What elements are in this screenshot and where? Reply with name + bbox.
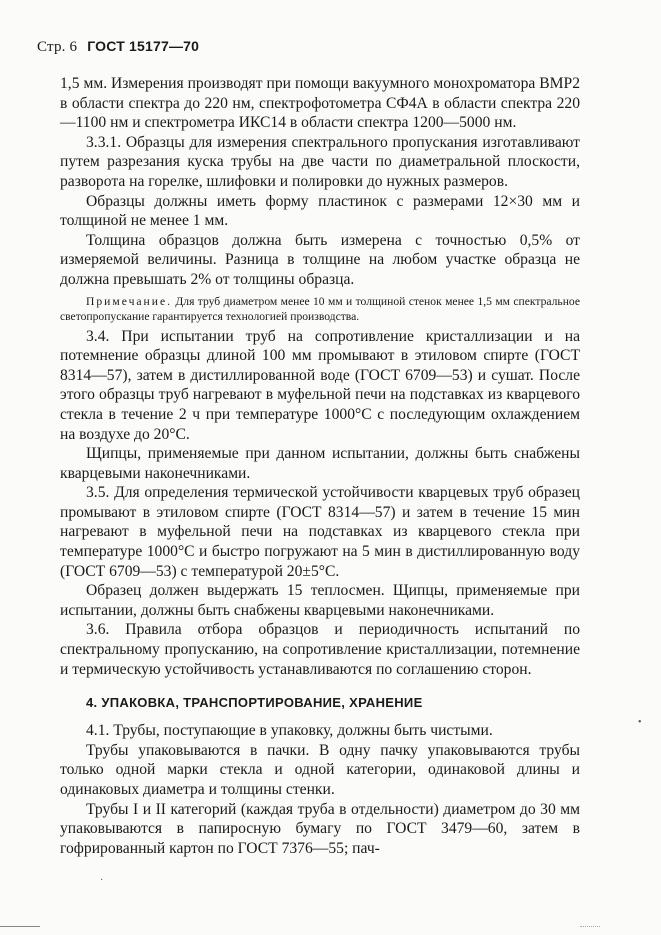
paragraph: 1,5 мм. Измерения производят при помощи вакуумного монохроматора ВМР2 в области спектра до 220 нм, спектрофотометра СФ4А в области спектра 220—1100 нм и спектрометра ИКС14 в области спектра 1200—5000 нм. (60, 75, 580, 132)
paragraph: Образцы должны иметь форму пластинок с размерами 12×30 мм и толщиной не менее 1 мм. (60, 192, 580, 230)
paragraph: 3.4. При испытании труб на сопротивление кристаллизации и на потемнение образцы длиной 100 мм промывают в этиловом спирте (ГОСТ 8314—57), затем в дистиллированной воде (ГОСТ 6709—53) и сушат. После этого образцы труб нагревают в муфельной печи на подставках из кварцевого стекла в течение 2 ч при температуре 1000°С с последующим охлаждением на воздухе до 20°С. (60, 327, 580, 443)
scan-edge-mark (0, 926, 40, 927)
paragraph: Щипцы, применяемые при данном испытании, должны быть снабжены кварцевыми наконечниками. (60, 445, 580, 482)
scan-speck: • (638, 717, 642, 728)
paragraph: Трубы упаковываются в пачки. В одну пачку упаковываются трубы только одной марки стекла и одной категории, одинаковой длины и одинаковых диаметра и толщины стенки. (60, 741, 580, 798)
standard-number: ГОСТ 15177—70 (87, 38, 200, 54)
paragraph: Образец должен выдержать 15 теплосмен. Щипцы, применяемые при испытании, должны быть снабжены кварцевыми наконечниками. (60, 582, 580, 619)
page-header (37, 38, 199, 56)
scan-speck: · (100, 875, 104, 886)
paragraph: 3.6. Правила отбора образцов и периодичность испытаний по спектральному пропусканию, на сопротивление кристаллизации, потемнение и термическую устойчивость устанавливаются по соглашению сторон. (60, 621, 580, 678)
scan-edge-mark (580, 926, 600, 927)
section-title: 4. УПАКОВКА, ТРАНСПОРТИРОВАНИЕ, ХРАНЕНИЕ (86, 695, 423, 711)
paragraph: Трубы I и II категорий (каждая труба в отдельности) диаметром до 30 мм упаковываются в папиросную бумагу по ГОСТ 3479—60, затем в гофрированный картон по ГОСТ 7376—55; пач- (60, 800, 580, 857)
note (60, 294, 580, 325)
paragraph: 3.5. Для определения термической устойчивости кварцевых труб образец промывают в этиловом спирте (ГОСТ 8314—57) и затем в течение 15 мин нагревают в муфельной печи на подставках из кварцевого стекла при температуре 1000°С и быстро погружают на 5 мин в дистиллированную воду (ГОСТ 6709—53) с температурой 20±5°С. (60, 484, 580, 580)
note-label: Примечание. (86, 294, 172, 308)
note-text: Для труб диаметром менее 10 мм и толщиной стенок менее 1,5 мм спектральное светопропускание гарантируется технологией производства. (60, 294, 580, 324)
document-body (60, 74, 580, 858)
paragraph: 4.1. Трубы, поступающие в упаковку, должны быть чистыми. (86, 722, 493, 740)
paragraph: 3.3.1. Образцы для измерения спектрального пропускания изготавливают путем разрезания куска трубы на две части по диаметральной плоскости, разворота на горелке, шлифовки и полировки до нужных размеров. (60, 133, 580, 190)
paragraph: Толщина образцов должна быть измерена с точностью 0,5% от измеряемой величины. Разница в толщине на любом участке образца не должна превышать 2% от толщины образца. (60, 231, 580, 288)
page-number: Стр. 6 (37, 39, 78, 55)
